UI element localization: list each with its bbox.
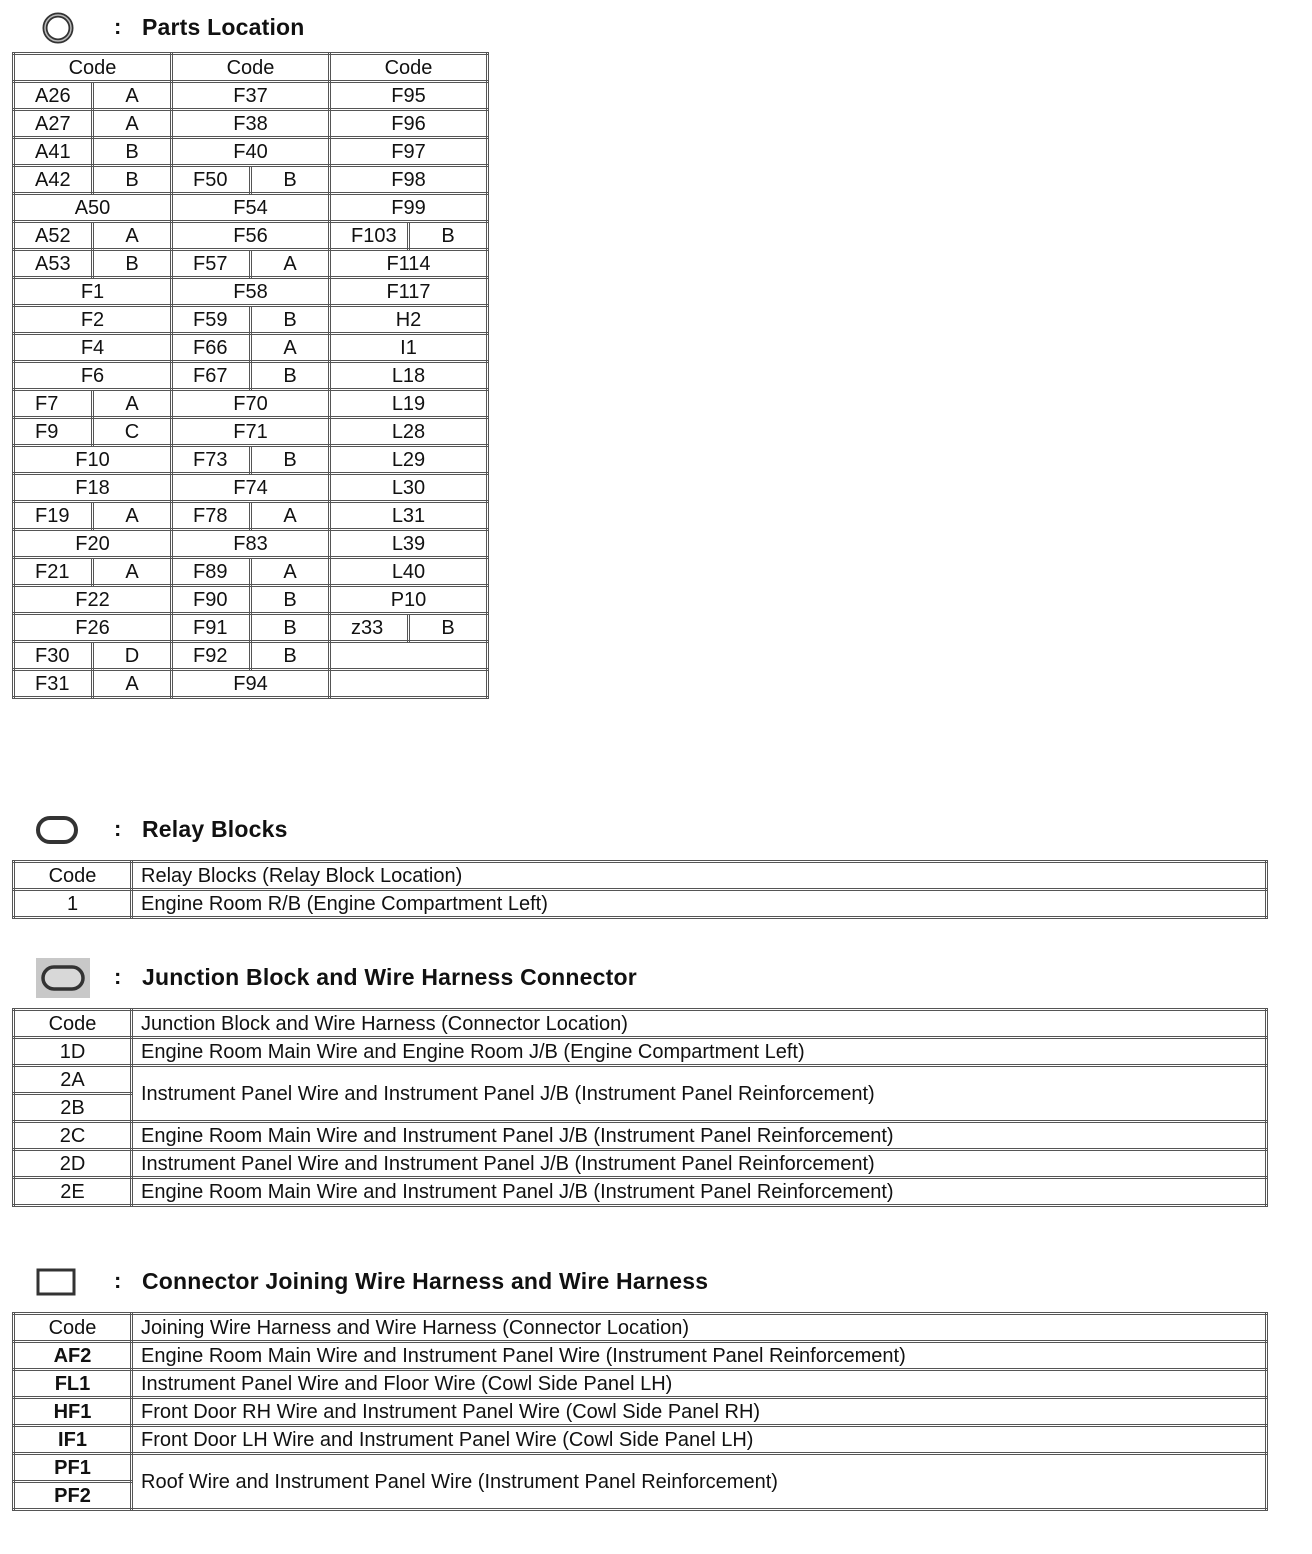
parts-location-table [12, 52, 489, 699]
description-cell: Engine Room Main Wire and Engine Room J/B (Engine Compartment Left) [132, 1038, 1267, 1066]
section-colon: : [114, 816, 122, 841]
code-cell: 1D [14, 1038, 132, 1066]
table-row [14, 642, 488, 670]
table-row [14, 1122, 1267, 1150]
code-cell: 2E [14, 1178, 132, 1206]
relay-blocks-header [30, 810, 930, 850]
table-row [14, 558, 488, 586]
part-location-cell: B [251, 166, 330, 194]
table-row [14, 890, 1267, 918]
part-code-cell: H2 [330, 306, 488, 334]
part-code-cell: F1 [14, 278, 172, 306]
part-code-cell: F117 [330, 278, 488, 306]
code-cell: PF2 [14, 1482, 132, 1510]
part-code-cell: F10 [14, 446, 172, 474]
part-code-cell: P10 [330, 586, 488, 614]
part-location-cell: A [251, 558, 330, 586]
connector-joining-header [30, 1262, 930, 1302]
description-cell: Front Door RH Wire and Instrument Panel Wire (Cowl Side Panel RH) [132, 1398, 1267, 1426]
table-row [14, 1038, 1267, 1066]
description-cell: Roof Wire and Instrument Panel Wire (Instrument Panel Reinforcement) [132, 1454, 1267, 1510]
table-row [14, 222, 488, 250]
part-code-cell: L40 [330, 558, 488, 586]
part-code-cell: F67 [172, 362, 251, 390]
part-code-cell: F26 [14, 614, 172, 642]
column-header: Code [330, 54, 488, 82]
part-code-cell: F4 [14, 334, 172, 362]
table-row [14, 418, 488, 446]
part-code-cell: F95 [330, 82, 488, 110]
part-code-cell: F31 [14, 670, 93, 698]
part-code-cell: F6 [14, 362, 172, 390]
part-location-cell: A [93, 110, 172, 138]
part-code-cell: F18 [14, 474, 172, 502]
parts-location-title: Parts Location [142, 14, 305, 40]
part-location-cell: A [93, 222, 172, 250]
part-location-cell: A [93, 558, 172, 586]
table-row [14, 1178, 1267, 1206]
shaded-oval-symbol-icon [30, 958, 94, 998]
table-row [14, 278, 488, 306]
part-code-cell: F96 [330, 110, 488, 138]
table-row [14, 166, 488, 194]
description-cell: Instrument Panel Wire and Floor Wire (Cowl Side Panel LH) [132, 1370, 1267, 1398]
part-location-cell: A [93, 670, 172, 698]
part-code-cell: F30 [14, 642, 93, 670]
part-code-cell [330, 670, 488, 698]
part-code-cell: F103 [330, 222, 409, 250]
code-cell: 2C [14, 1122, 132, 1150]
connector-joining-table [12, 1312, 1268, 1511]
table-row [14, 82, 488, 110]
relay-blocks-title: Relay Blocks [142, 816, 288, 842]
table-header-row [14, 862, 1267, 890]
code-column-header: Code [14, 1010, 132, 1038]
table-row [14, 1342, 1267, 1370]
part-code-cell: F38 [172, 110, 330, 138]
junction-block-title: Junction Block and Wire Harness Connector [142, 964, 637, 990]
junction-block-header [30, 958, 930, 998]
part-location-cell: B [251, 446, 330, 474]
part-code-cell: L31 [330, 502, 488, 530]
part-code-cell: F92 [172, 642, 251, 670]
table-row [14, 390, 488, 418]
part-code-cell: F22 [14, 586, 172, 614]
part-code-cell: I1 [330, 334, 488, 362]
rounded-oval-symbol-icon [30, 810, 94, 850]
code-cell: 1 [14, 890, 132, 918]
description-cell: Front Door LH Wire and Instrument Panel Wire (Cowl Side Panel LH) [132, 1426, 1267, 1454]
part-location-cell: A [251, 250, 330, 278]
part-code-cell: A41 [14, 138, 93, 166]
table-row [14, 1398, 1267, 1426]
part-code-cell: F73 [172, 446, 251, 474]
part-code-cell: A42 [14, 166, 93, 194]
part-location-cell: B [409, 222, 488, 250]
code-cell: 2A [14, 1066, 132, 1094]
part-code-cell: F66 [172, 334, 251, 362]
table-row [14, 1370, 1267, 1398]
part-code-cell: F97 [330, 138, 488, 166]
code-cell: HF1 [14, 1398, 132, 1426]
part-code-cell: L29 [330, 446, 488, 474]
part-location-cell: B [251, 642, 330, 670]
part-code-cell: F7 [14, 390, 93, 418]
code-column-header: Code [14, 1314, 132, 1342]
part-code-cell: A27 [14, 110, 93, 138]
description-column-header: Joining Wire Harness and Wire Harness (Connector Location) [132, 1314, 1267, 1342]
description-column-header: Relay Blocks (Relay Block Location) [132, 862, 1267, 890]
table-row [14, 474, 488, 502]
table-row [14, 530, 488, 558]
part-code-cell: F58 [172, 278, 330, 306]
part-location-cell: B [251, 306, 330, 334]
part-location-cell: B [93, 250, 172, 278]
part-code-cell: A50 [14, 194, 172, 222]
part-code-cell: F9 [14, 418, 93, 446]
column-header: Code [172, 54, 330, 82]
table-row [14, 110, 488, 138]
relay-blocks-table [12, 860, 1268, 919]
table-row [14, 250, 488, 278]
part-location-cell: B [251, 614, 330, 642]
connector-joining-title: Connector Joining Wire Harness and Wire Harness [142, 1268, 709, 1294]
column-header: Code [14, 54, 172, 82]
code-cell: PF1 [14, 1454, 132, 1482]
parts-location-header [30, 8, 930, 48]
part-code-cell: F91 [172, 614, 251, 642]
part-code-cell: F2 [14, 306, 172, 334]
part-code-cell: F37 [172, 82, 330, 110]
part-code-cell: L28 [330, 418, 488, 446]
table-row [14, 1150, 1267, 1178]
part-location-cell: B [93, 166, 172, 194]
part-location-cell: B [251, 362, 330, 390]
part-code-cell: F59 [172, 306, 251, 334]
table-row [14, 502, 488, 530]
part-location-cell: A [93, 82, 172, 110]
part-code-cell: F90 [172, 586, 251, 614]
part-code-cell: F71 [172, 418, 330, 446]
part-code-cell: F19 [14, 502, 93, 530]
part-location-cell: B [251, 586, 330, 614]
description-cell: Instrument Panel Wire and Instrument Panel J/B (Instrument Panel Reinforcement) [132, 1150, 1267, 1178]
table-row [14, 1066, 1267, 1094]
code-cell: FL1 [14, 1370, 132, 1398]
description-cell: Engine Room R/B (Engine Compartment Left) [132, 890, 1267, 918]
part-location-cell: B [93, 138, 172, 166]
part-location-cell: B [409, 614, 488, 642]
code-cell: AF2 [14, 1342, 132, 1370]
description-cell: Engine Room Main Wire and Instrument Panel J/B (Instrument Panel Reinforcement) [132, 1122, 1267, 1150]
table-row [14, 586, 488, 614]
table-row [14, 446, 488, 474]
part-code-cell: L39 [330, 530, 488, 558]
part-location-cell: A [93, 502, 172, 530]
section-colon: : [114, 964, 122, 989]
table-row [14, 306, 488, 334]
part-code-cell: z33 [330, 614, 409, 642]
part-code-cell: F78 [172, 502, 251, 530]
description-cell: Engine Room Main Wire and Instrument Panel Wire (Instrument Panel Reinforcement) [132, 1342, 1267, 1370]
part-code-cell: F98 [330, 166, 488, 194]
part-location-cell: A [251, 502, 330, 530]
part-code-cell: L18 [330, 362, 488, 390]
circle-symbol-icon [30, 8, 94, 48]
table-row [14, 362, 488, 390]
description-cell: Engine Room Main Wire and Instrument Panel J/B (Instrument Panel Reinforcement) [132, 1178, 1267, 1206]
part-code-cell: F40 [172, 138, 330, 166]
part-code-cell: F70 [172, 390, 330, 418]
part-code-cell: A53 [14, 250, 93, 278]
table-row [14, 194, 488, 222]
table-header-row [14, 54, 488, 82]
table-row [14, 138, 488, 166]
section-colon: : [114, 14, 122, 39]
part-code-cell: L30 [330, 474, 488, 502]
part-code-cell: A52 [14, 222, 93, 250]
table-header-row [14, 1314, 1267, 1342]
table-header-row [14, 1010, 1267, 1038]
part-code-cell: F57 [172, 250, 251, 278]
part-location-cell: A [251, 334, 330, 362]
table-row [14, 1426, 1267, 1454]
part-code-cell: F74 [172, 474, 330, 502]
part-code-cell: F21 [14, 558, 93, 586]
table-row [14, 670, 488, 698]
part-location-cell: A [93, 390, 172, 418]
part-code-cell: F114 [330, 250, 488, 278]
part-code-cell: F50 [172, 166, 251, 194]
code-column-header: Code [14, 862, 132, 890]
code-cell: 2D [14, 1150, 132, 1178]
part-code-cell: F83 [172, 530, 330, 558]
part-code-cell: F89 [172, 558, 251, 586]
junction-block-table [12, 1008, 1268, 1207]
part-location-cell: D [93, 642, 172, 670]
code-cell: 2B [14, 1094, 132, 1122]
table-row [14, 334, 488, 362]
part-code-cell: A26 [14, 82, 93, 110]
part-code-cell: F54 [172, 194, 330, 222]
description-cell: Instrument Panel Wire and Instrument Panel J/B (Instrument Panel Reinforcement) [132, 1066, 1267, 1122]
part-code-cell: F99 [330, 194, 488, 222]
code-cell: IF1 [14, 1426, 132, 1454]
part-code-cell: L19 [330, 390, 488, 418]
part-code-cell: F56 [172, 222, 330, 250]
description-column-header: Junction Block and Wire Harness (Connector Location) [132, 1010, 1267, 1038]
part-code-cell [330, 642, 488, 670]
part-location-cell: C [93, 418, 172, 446]
part-code-cell: F20 [14, 530, 172, 558]
table-row [14, 1454, 1267, 1482]
section-colon: : [114, 1268, 122, 1293]
table-row [14, 614, 488, 642]
part-code-cell: F94 [172, 670, 330, 698]
square-symbol-icon [30, 1262, 94, 1302]
